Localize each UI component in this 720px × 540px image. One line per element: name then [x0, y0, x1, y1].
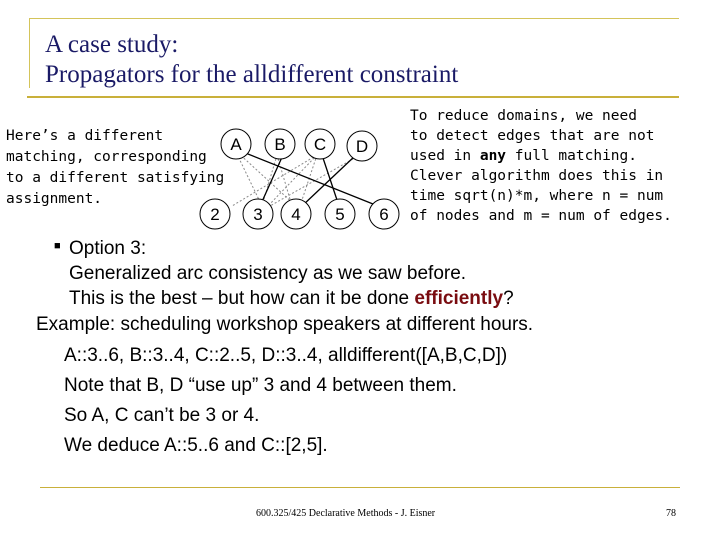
callout-line-1: To reduce domains, we need — [410, 108, 637, 124]
option-description: Generalized arc consistency as we saw before. — [69, 263, 467, 284]
so-line: So A, C can’t be 3 or 4. — [64, 405, 260, 426]
callout-line-3-pre: used in — [410, 148, 480, 164]
node-2-label: 2 — [210, 205, 220, 224]
callout-text — [410, 106, 715, 226]
note-line: Note that B, D “use up” 3 and 4 between them. — [64, 375, 457, 396]
match-c-5 — [322, 155, 339, 206]
efficiently-emphasis: efficiently — [414, 288, 504, 309]
node-5-label: 5 — [335, 205, 345, 224]
node-a-label: A — [230, 135, 242, 154]
intro-line-1: Here’s a different — [6, 128, 164, 144]
callout-line-6: of nodes and m = num of edges. — [410, 208, 672, 224]
node-c-label: C — [313, 135, 327, 154]
callout-line-5: time sqrt(n)*m, where n = num — [410, 188, 664, 204]
page-number: 78 — [666, 508, 676, 519]
match-d-4 — [302, 155, 356, 206]
node-d-label: D — [355, 137, 369, 156]
title-line-2: Propagators for the alldifferent constraint — [45, 61, 459, 88]
footer-rule — [40, 487, 680, 488]
title-line-1: A case study: — [45, 31, 179, 58]
intro-line-2: matching, corresponding — [6, 149, 207, 165]
callout-line-2: to detect edges that are not — [410, 128, 655, 144]
callout-line-4: Clever algorithm does this in — [410, 168, 664, 184]
node-4-label: 4 — [291, 205, 301, 224]
callout-line-3 — [410, 146, 715, 166]
bullet-marker: ■ — [54, 240, 61, 252]
best-line-post: ? — [503, 288, 514, 309]
deduce-line: We deduce A::5..6 and C::[2,5]. — [64, 435, 328, 456]
footer-course: 600.325/425 Declarative Methods - J. Eisner — [256, 508, 436, 519]
intro-line-3: to a different satisfying — [6, 170, 225, 186]
node-b-label: B — [274, 135, 286, 154]
intro-line-4: assignment. — [6, 191, 103, 207]
option-label: Option 3: — [69, 238, 147, 259]
callout-line-3-bold: any — [479, 148, 507, 164]
match-b-3 — [260, 155, 283, 206]
domains-line: A::3..6, B::3..4, C::2..5, D::3..4, alldifferent([A,B,C,D]) — [64, 345, 508, 366]
best-line-pre: This is the best – but how can it be done — [69, 288, 415, 309]
callout-line-3-post: full matching. — [506, 148, 637, 164]
variable-nodes — [221, 129, 377, 161]
node-6-label: 6 — [379, 205, 389, 224]
node-3-label: 3 — [253, 205, 263, 224]
domain-edges — [232, 150, 360, 206]
example-line: Example: scheduling workshop speakers at different hours. — [36, 314, 534, 335]
value-nodes — [200, 199, 399, 229]
best-line — [69, 286, 514, 311]
edge-a-4 — [235, 150, 296, 206]
